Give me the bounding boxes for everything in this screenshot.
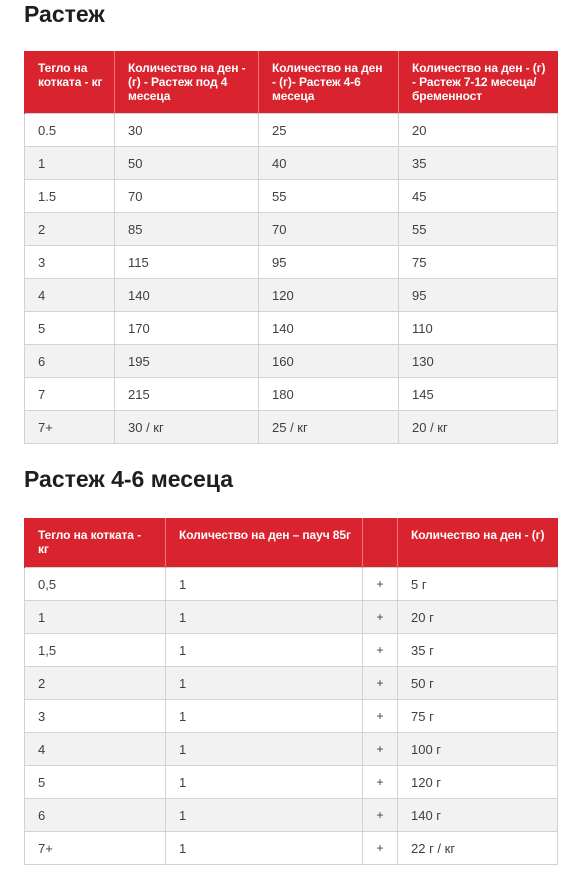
table-cell: 1: [166, 799, 363, 832]
table-cell: 7+: [25, 832, 166, 865]
table-cell: 140: [115, 279, 259, 312]
table-row: [25, 213, 558, 246]
table-cell: 120 г: [398, 766, 558, 799]
table-cell: +: [363, 601, 398, 634]
table-cell: 160: [259, 345, 399, 378]
table-cell: 2: [25, 667, 166, 700]
header-plus-column: [363, 518, 398, 568]
table-row: [25, 799, 558, 832]
table-cell: 1: [25, 601, 166, 634]
table-header-row: [25, 51, 558, 114]
table-cell: +: [363, 667, 398, 700]
table-cell: 7: [25, 378, 115, 411]
table-cell: 75: [399, 246, 558, 279]
table-cell: 115: [115, 246, 259, 279]
table-cell: 1: [166, 634, 363, 667]
table-cell: 0,5: [25, 568, 166, 601]
table-cell: 1: [166, 766, 363, 799]
table-cell: 95: [259, 246, 399, 279]
table-cell: 120: [259, 279, 399, 312]
table-cell: 130: [399, 345, 558, 378]
table-cell: 55: [399, 213, 558, 246]
table-row: [25, 312, 558, 345]
table-cell: 70: [115, 180, 259, 213]
table-cell: +: [363, 634, 398, 667]
table-cell: 1: [166, 832, 363, 865]
table-cell: +: [363, 832, 398, 865]
table-cell: 5 г: [398, 568, 558, 601]
table-cell: 2: [25, 213, 115, 246]
table-row: [25, 180, 558, 213]
table-cell: 6: [25, 345, 115, 378]
table-cell: 4: [25, 279, 115, 312]
table-row: [25, 766, 558, 799]
table-cell: 22 г / кг: [398, 832, 558, 865]
table-cell: 5: [25, 766, 166, 799]
table-row: [25, 601, 558, 634]
table-row: [25, 114, 558, 147]
table-cell: 3: [25, 246, 115, 279]
table-cell: +: [363, 568, 398, 601]
table-cell: 4: [25, 733, 166, 766]
table-cell: 25 / кг: [259, 411, 399, 444]
table-row: [25, 667, 558, 700]
table-row: [25, 568, 558, 601]
table-cell: 55: [259, 180, 399, 213]
table-cell: 75 г: [398, 700, 558, 733]
header-cat-weight: Тегло на котката - кг: [25, 51, 115, 114]
table-cell: +: [363, 733, 398, 766]
table-cell: 1: [166, 667, 363, 700]
table-cell: 1: [166, 601, 363, 634]
table-cell: 1,5: [25, 634, 166, 667]
table-row: [25, 279, 558, 312]
table-row: [25, 378, 558, 411]
table-cell: 1: [166, 568, 363, 601]
table-cell: 180: [259, 378, 399, 411]
table-cell: 110: [399, 312, 558, 345]
table-cell: 40: [259, 147, 399, 180]
table-cell: 6: [25, 799, 166, 832]
table-cell: 85: [115, 213, 259, 246]
header-pouch-amount: Количество на ден – пауч 85г: [166, 518, 363, 568]
table-cell: 7+: [25, 411, 115, 444]
table-cell: 70: [259, 213, 399, 246]
table-row: [25, 345, 558, 378]
header-cat-weight: Тегло на котката - кг: [25, 518, 166, 568]
table-row: [25, 246, 558, 279]
table-cell: +: [363, 700, 398, 733]
table-cell: 100 г: [398, 733, 558, 766]
table-cell: +: [363, 766, 398, 799]
table-cell: 195: [115, 345, 259, 378]
table-cell: 95: [399, 279, 558, 312]
table-row: [25, 700, 558, 733]
table-cell: 5: [25, 312, 115, 345]
table-cell: 3: [25, 700, 166, 733]
table-cell: 140: [259, 312, 399, 345]
table-cell: 1.5: [25, 180, 115, 213]
table-cell: 0.5: [25, 114, 115, 147]
table-cell: 35: [399, 147, 558, 180]
growth-4-6-months-table: [24, 518, 558, 865]
table-cell: 145: [399, 378, 558, 411]
table-cell: 50 г: [398, 667, 558, 700]
table-cell: 20 / кг: [399, 411, 558, 444]
table-cell: 1: [166, 700, 363, 733]
table-cell: 35 г: [398, 634, 558, 667]
table-row: [25, 411, 558, 444]
table-header-row: [25, 518, 558, 568]
table-cell: 140 г: [398, 799, 558, 832]
table-row: [25, 147, 558, 180]
header-amount-under-4-months: Количество на ден - (г) - Растеж под 4 месеца: [115, 51, 259, 114]
header-amount-4-6-months: Количество на ден - (г)- Растеж 4-6 месеца: [259, 51, 399, 114]
table-cell: 170: [115, 312, 259, 345]
header-amount-7-12-months: Количество на ден - (г) - Растеж 7-12 месеца/бременност: [399, 51, 558, 114]
table-cell: 1: [166, 733, 363, 766]
table-cell: 20: [399, 114, 558, 147]
table-cell: 20 г: [398, 601, 558, 634]
table-cell: 30 / кг: [115, 411, 259, 444]
table-cell: 1: [25, 147, 115, 180]
table-cell: 30: [115, 114, 259, 147]
section-title-growth-4-6-months: Растеж 4-6 месеца: [24, 466, 233, 492]
table-cell: 50: [115, 147, 259, 180]
header-amount-grams: Количество на ден - (г): [398, 518, 558, 568]
table-cell: 45: [399, 180, 558, 213]
table-row: [25, 733, 558, 766]
table-cell: +: [363, 799, 398, 832]
growth-feeding-table: [24, 51, 558, 444]
table-row: [25, 634, 558, 667]
table-cell: 215: [115, 378, 259, 411]
table-row: [25, 832, 558, 865]
table-cell: 25: [259, 114, 399, 147]
section-title-growth: Растеж: [24, 1, 105, 27]
